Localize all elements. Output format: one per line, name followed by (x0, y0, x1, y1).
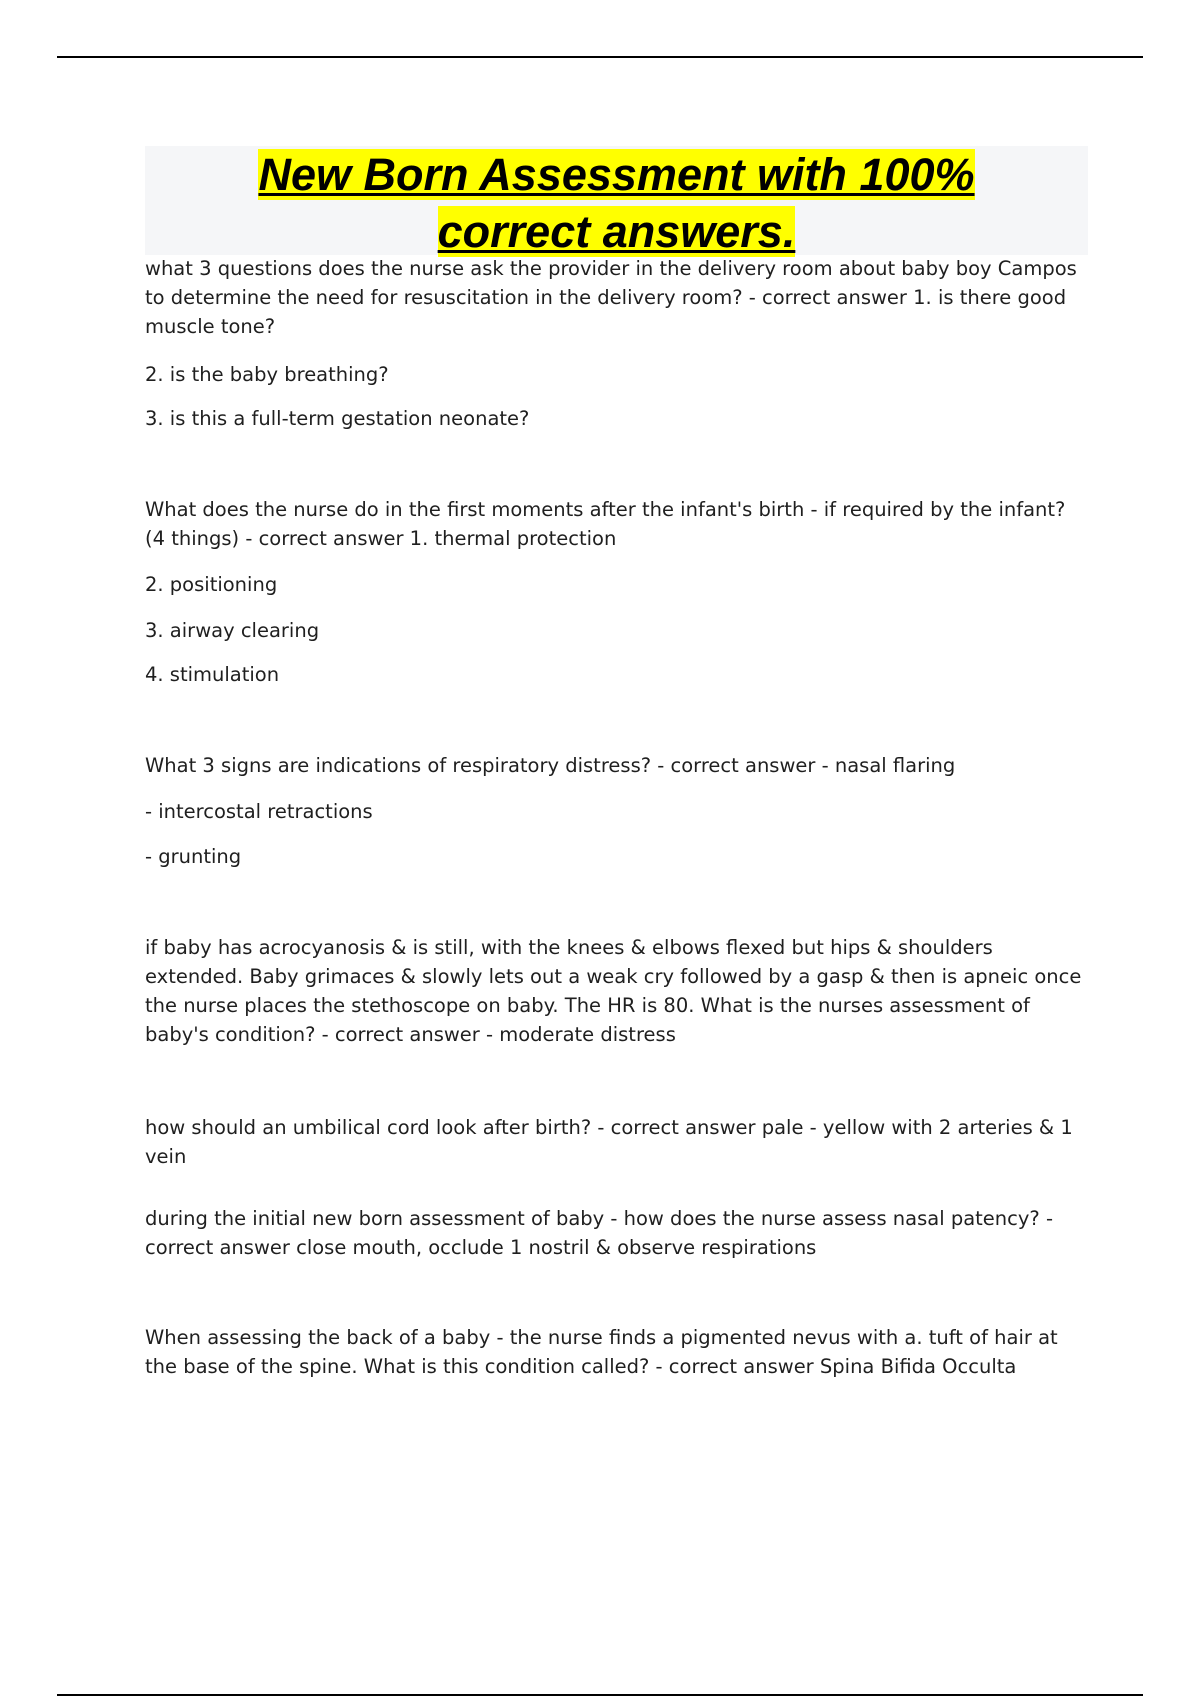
question-5: how should an umbilical cord look after birth? - correct answer pale - yellow with 2 arteries & 1 vein (145, 1116, 1073, 1168)
answer-item-2-2: 2. positioning (145, 573, 278, 596)
answer-item-3-2: - intercostal retractions (145, 800, 373, 823)
question-2: What does the nurse do in the first moments after the infant's birth - if required by the infant? (4 things) - correct answer 1. thermal protection (145, 498, 1066, 550)
answer-item-1-2: 2. is the baby breathing? (145, 363, 389, 386)
question-1: what 3 questions does the nurse ask the provider in the delivery room about baby boy Campos to determine the need for resuscitation in the delivery room? - correct answer 1. is there good muscle tone? (145, 257, 1077, 338)
top-rule (57, 56, 1143, 58)
answer-item-2-3: 3. airway clearing (145, 619, 320, 642)
bottom-rule (57, 1694, 1143, 1696)
question-4: if baby has acrocyanosis & is still, with the knees & elbows flexed but hips & shoulders extended. Baby grimaces & slowly lets out a weak cry followed by a gasp & then is apneic once the nurse places the stethoscope on baby. The HR is 80. What is the nurses assessment of baby's condition? - correct answer - moderate distress (145, 936, 1082, 1046)
answer-item-1-3: 3. is this a full-term gestation neonate? (145, 407, 530, 430)
answer-item-2-4: 4. stimulation (145, 663, 280, 686)
document-title-line-2: correct answers. (437, 206, 796, 257)
question-3: What 3 signs are indications of respiratory distress? - correct answer - nasal flaring (145, 754, 956, 777)
title-block (145, 146, 1088, 255)
answer-item-3-3: - grunting (145, 845, 242, 868)
question-6: during the initial new born assessment of baby - how does the nurse assess nasal patency? - correct answer close mouth, occlude 1 nostril & observe respirations (145, 1207, 1054, 1259)
question-7: When assessing the back of a baby - the nurse finds a pigmented nevus with a. tuft of hair at the base of the spine. What is this condition called? - correct answer Spina Bifida Occulta (145, 1326, 1058, 1378)
document-title-line-1: New Born Assessment with 100% (258, 149, 975, 200)
